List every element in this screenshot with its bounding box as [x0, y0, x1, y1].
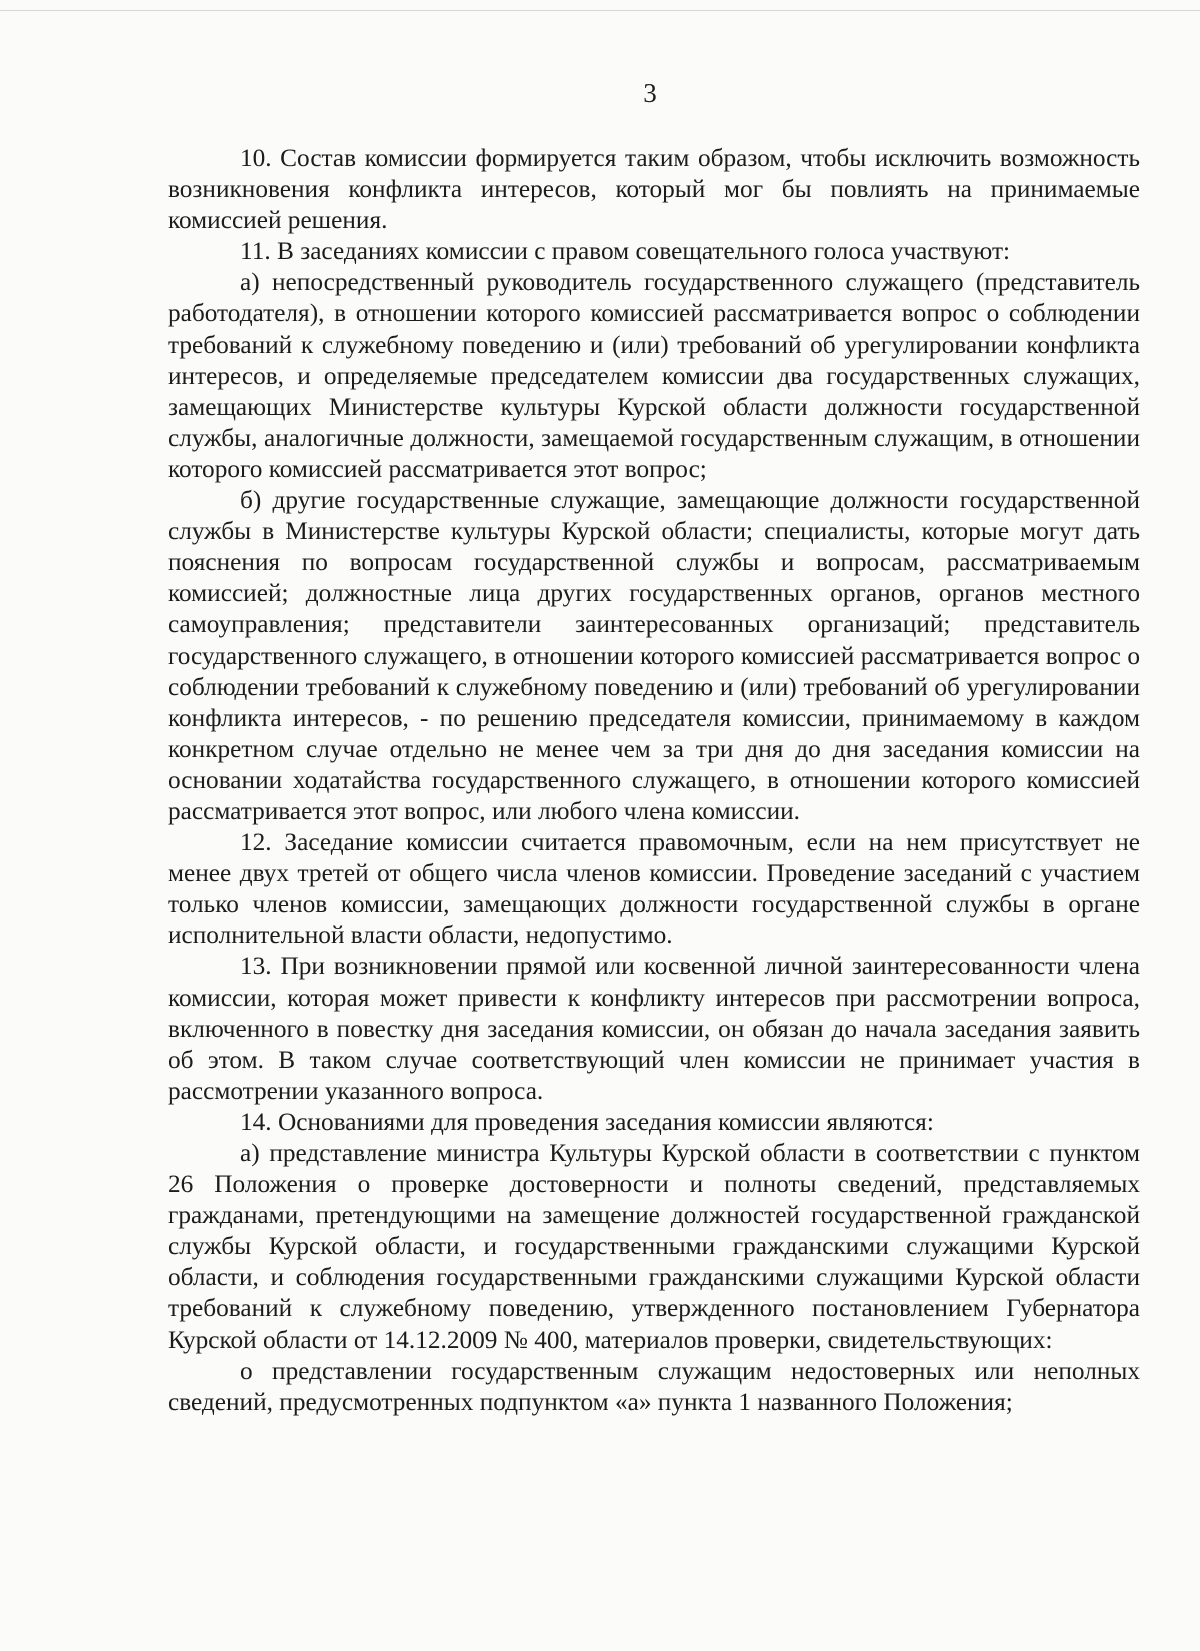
paragraph-11-b: б) другие государственные служащие, замещающие должности государственной службы в Министерстве культуры Курской области; специалисты, которые могут дать пояснения по вопросам государственной службы и вопросам, рассматриваемым комиссией; должностные лица других государственных органов, органов местного самоуправления; представители заинтересованных организаций; представитель государственного служащего, в отношении которого комиссией рассматривается вопрос о соблюдении требований к служебному поведению и (или) требований об урегулировании конфликта интересов, - по решению председателя комиссии, принимаемому в каждом конкретном случае отдельно не менее чем за три дня до дня заседания комиссии на основании ходатайства государственного служащего, в отношении которого комиссией рассматривается этот вопрос, или любого члена комиссии.	[168, 486, 1140, 825]
document-body	[168, 143, 1140, 1418]
paragraph-12: 12. Заседание комиссии считается правомочным, если на нем присутствует не менее двух третей от общего числа членов комиссии. Проведение заседаний с участием только членов комиссии, замещающих должности государственной службы в органе исполнительной власти области, недопустимо.	[168, 828, 1140, 950]
paragraph-13: 13. При возникновении прямой или косвенной личной заинтересованности члена комиссии, которая может привести к конфликту интересов при рассмотрении вопроса, включенного в повестку дня заседания комиссии, он обязан до начала заседания заявить об этом. В таком случае соответствующий член комиссии не принимает участия в рассмотрении указанного вопроса.	[168, 952, 1140, 1105]
paragraph-14-a: а) представление министра Культуры Курской области в соответствии с пунктом 26 Положения о проверке достоверности и полноты сведений, представляемых гражданами, претендующими на замещение должностей государственной гражданской службы Курской области, и государственными гражданскими служащими Курской области, и соблюдения государственными гражданскими служащими Курской области требований к служебному поведению, утвержденного постановлением Губернатора Курской области от 14.12.2009 № 400, материалов проверки, свидетельствующих:	[168, 1139, 1140, 1354]
paragraph-11-a: а) непосредственный руководитель государственного служащего (представитель работодателя), в отношении которого комиссией рассматривается вопрос о соблюдении требований к служебному поведению и (или) требований об урегулировании конфликта интересов, и определяемые председателем комиссии два государственных служащих, замещающих Министерстве культуры Курской области должности государственной службы, аналогичные должности, замещаемой государственным служащим, в отношении которого комиссией рассматривается этот вопрос;	[168, 268, 1140, 483]
paragraph-14-a-item: о представлении государственным служащим недостоверных или неполных сведений, предусмотренных подпунктом «а» пункта 1 названного Положения;	[168, 1356, 1140, 1416]
paragraph-10: 10. Состав комиссии формируется таким образом, чтобы исключить возможность возникновения конфликта интересов, который мог бы повлиять на принимаемые комиссией решения.	[168, 144, 1140, 235]
scan-edge-line	[0, 10, 1200, 11]
page-number: 3	[643, 78, 657, 108]
paragraph-11: 11. В заседаниях комиссии с правом совещательного голоса участвуют:	[240, 237, 1011, 266]
paragraph-14: 14. Основаниями для проведения заседания комиссии являются:	[240, 1107, 934, 1136]
